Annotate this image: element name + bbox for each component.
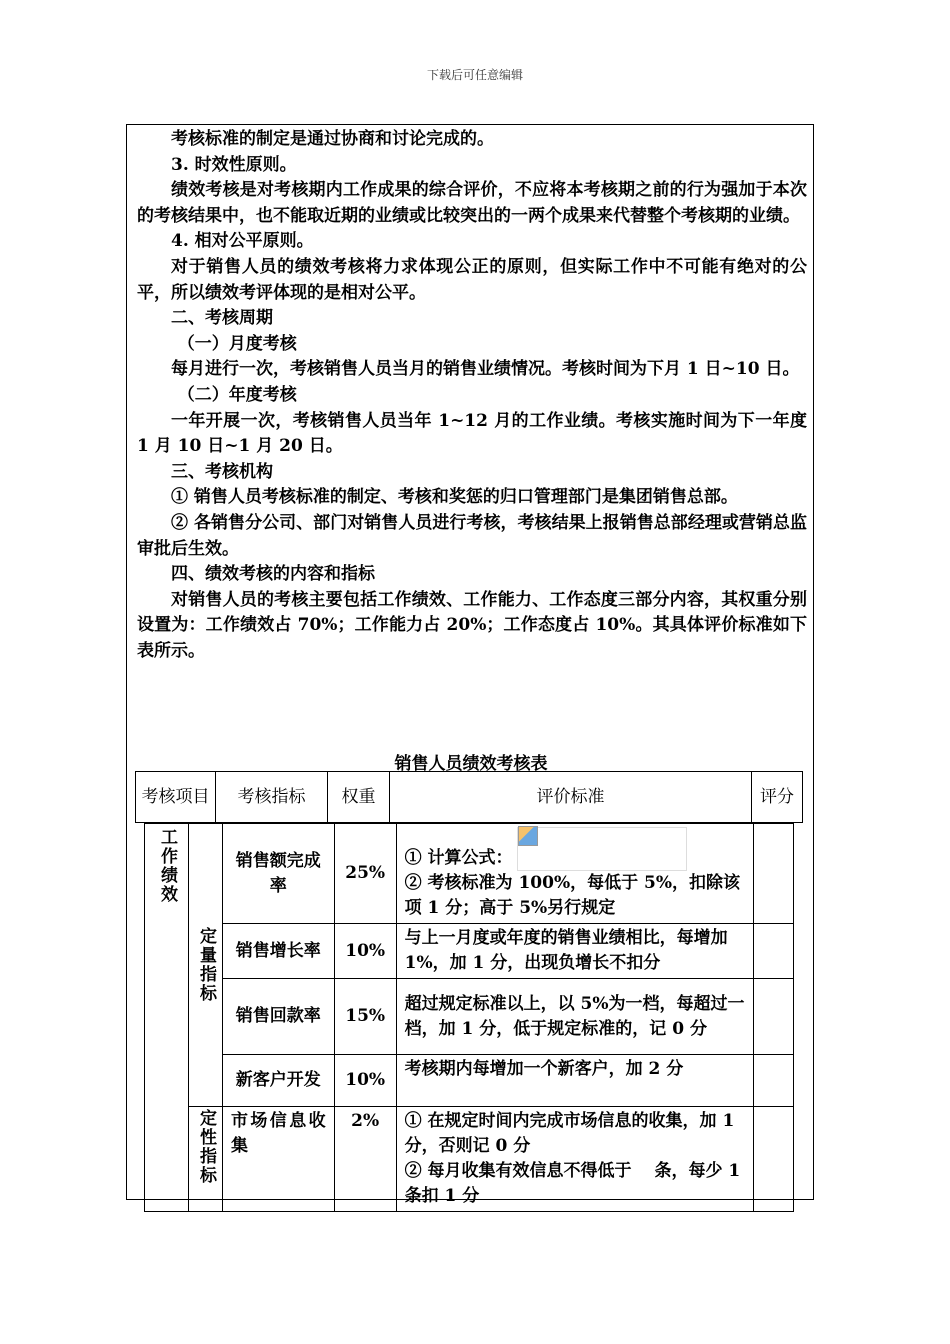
indicator-cell: 销售额完成率: [222, 824, 334, 924]
qual-label: 定性指标: [195, 1109, 216, 1185]
paragraph: （一）月度考核: [177, 333, 297, 354]
page-header: 下载后可任意编辑: [426, 68, 523, 82]
indicator-cell: 新客户开发: [222, 1055, 334, 1107]
paragraph: 绩效考核是对考核期内工作成果的综合评价，不应将本考核期之前的行为强加于本次的考核结果中，也不能取近期的业绩或比较突出的一两个成果来代替整个考核期的业绩。: [137, 180, 807, 226]
indicator-cell: 市场信息收集: [222, 1107, 334, 1212]
table-row: [145, 924, 794, 979]
assessment-table: [144, 823, 794, 1212]
score-cell: [754, 1107, 794, 1212]
weight-cell: 2%: [334, 1107, 396, 1212]
table-row: [145, 979, 794, 1055]
quant-label: 定量指标: [195, 927, 216, 1003]
weight-cell: 15%: [334, 979, 396, 1055]
category-label: 工作绩效: [156, 828, 177, 904]
criteria-cell: 超过规定标准以上，以 5%为一档，每超过一档，加 1 分，低于规定标准的，记 0 分: [396, 979, 753, 1055]
paragraph: （二）年度考核: [177, 384, 297, 405]
score-cell: [754, 1055, 794, 1107]
criteria-cell: 考核期内每增加一个新客户，加 2 分: [396, 1055, 753, 1107]
paragraph: ① 销售人员考核标准的制定、考核和奖惩的归口管理部门是集团销售总部。: [171, 487, 738, 508]
table-row: [145, 824, 794, 924]
body-text: [137, 127, 807, 664]
score-cell: [754, 824, 794, 924]
header-item: 考核项目: [136, 772, 216, 822]
paragraph: 对销售人员的考核主要包括工作绩效、工作能力、工作态度三部分内容，其权重分别设置为：工作绩效占 70%；工作能力占 20%；工作态度占 10%。其具体评价标准如下表所示。: [137, 589, 807, 661]
criteria-cell: 与上一月度或年度的销售业绩相比，每增加 1%，加 1 分，出现负增长不扣分: [396, 924, 753, 979]
paragraph: 对于销售人员的绩效考核将力求体现公正的原则，但实际工作中不可能有绝对的公平，所以绩效考评体现的是相对公平。: [137, 256, 807, 303]
header-weight: 权重: [328, 772, 390, 822]
weight-cell: 10%: [334, 1055, 396, 1107]
document-frame: [126, 124, 814, 1206]
header-score: 评分: [760, 787, 794, 807]
indicator-cell: 销售回款率: [222, 979, 334, 1055]
table-row: [145, 1055, 794, 1107]
paragraph: 4. 相对公平原则。: [171, 231, 314, 252]
table-header-row: [135, 771, 803, 823]
criteria-line-2: ② 每月收集有效信息不得低于 条，每少 1 条扣 1 分: [404, 1161, 741, 1206]
table-row: [145, 1107, 794, 1212]
broken-image-icon: [518, 826, 538, 846]
quant-cell: [188, 824, 222, 1107]
paragraph: 3. 时效性原则。: [171, 154, 297, 175]
paragraph: 二、考核周期: [171, 308, 273, 329]
table-title: 销售人员绩效考核表: [394, 754, 548, 774]
indicator-cell: 销售增长率: [222, 924, 334, 979]
paragraph: 考核标准的制定是通过协商和讨论完成的。: [171, 129, 494, 149]
paragraph: 每月进行一次，考核销售人员当月的销售业绩情况。考核时间为下月 1 日~10 日。: [171, 359, 800, 380]
paragraph: 三、考核机构: [171, 461, 273, 482]
criteria-line-1: ① 计算公式：: [404, 847, 513, 868]
category-cell: [145, 824, 189, 1212]
qual-cell: [188, 1107, 222, 1212]
header-indicator: 考核指标: [216, 772, 328, 822]
formula-image: [517, 827, 687, 871]
paragraph: 四、绩效考核的内容和指标: [171, 564, 375, 585]
paragraph: 一年开展一次，考核销售人员当年 1~12 月的工作业绩。考核实施时间为下一年度 1 月 10 日~1 月 20 日。: [137, 410, 807, 457]
criteria-line-1: ① 在规定时间内完成市场信息的收集，加 1 分，否则记 0 分: [404, 1111, 735, 1156]
criteria-cell: [396, 824, 753, 924]
weight-cell: 10%: [334, 924, 396, 979]
score-cell: [754, 924, 794, 979]
weight-cell: 25%: [334, 824, 396, 924]
header-criteria: 评价标准: [390, 772, 752, 822]
criteria-cell: [396, 1107, 753, 1212]
score-cell: [754, 979, 794, 1055]
paragraph: ② 各销售分公司、部门对销售人员进行考核，考核结果上报销售总部经理或营销总监审批后生效。: [137, 512, 807, 559]
criteria-line-2: ② 考核标准为 100%，每低于 5%，扣除该项 1 分；高于 5%另行规定: [404, 872, 741, 918]
